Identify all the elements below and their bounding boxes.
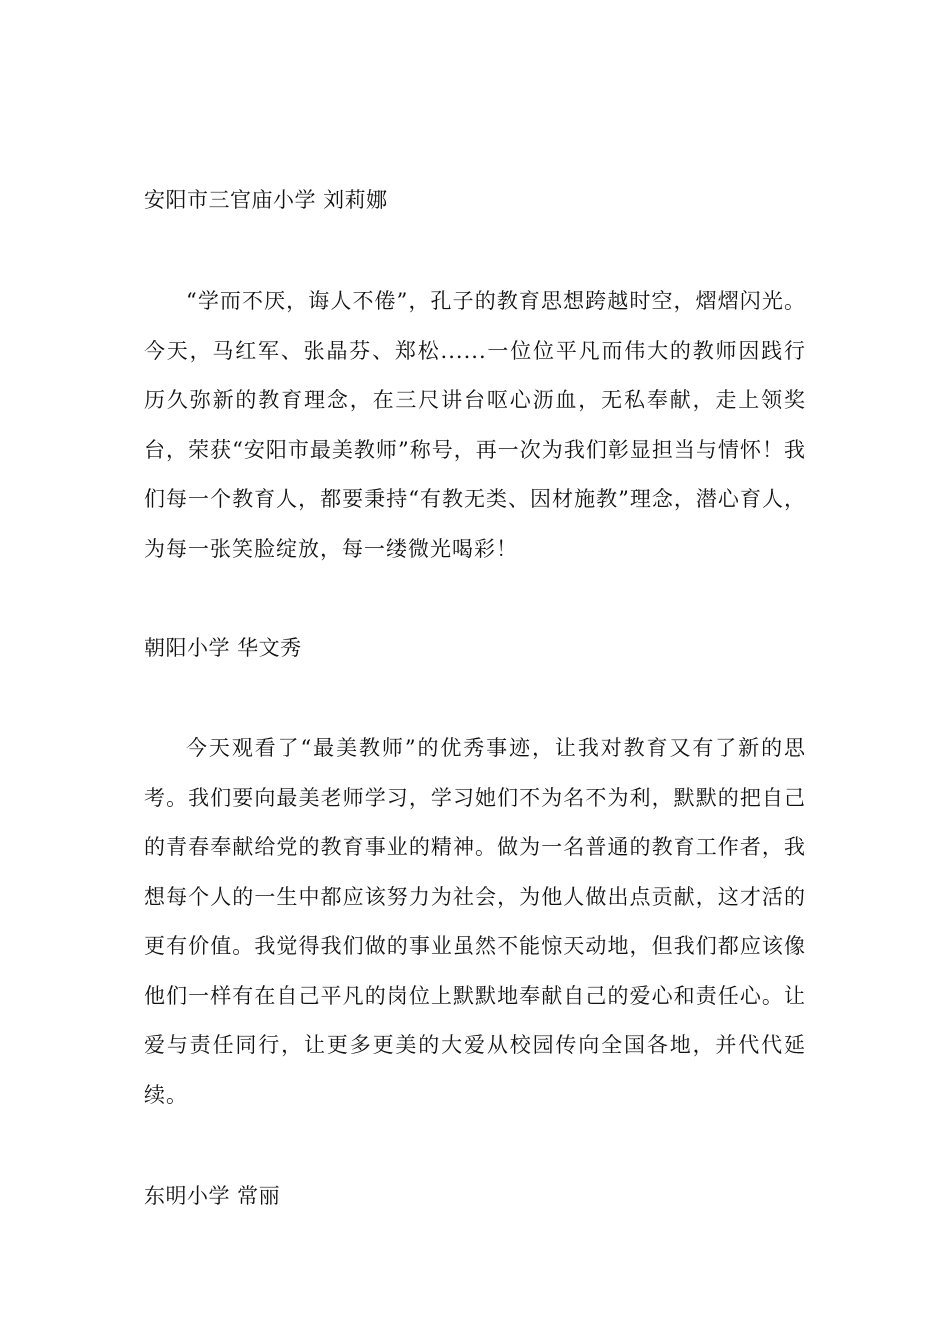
author-line: 东明小学 常丽 bbox=[144, 1184, 281, 1208]
author-line: 安阳市三官庙小学 刘莉娜 bbox=[144, 188, 388, 212]
body-paragraph: 今天观看了“最美教师”的优秀事迹，让我对教育又有了新的思考。我们要向最美老师学习，学习她们不为名不为利，默默的把自己的青春奉献给党的教育事业的精神。做为一名普通的教育工作者，我想每个人的一生中都应该努力为社会，为他人做出点贡献，这才活的更有价值。我觉得我们做的事业虽然不能惊天动地，但我们都应该像他们一样有在自己平凡的岗位上默默地奉献自己的爱心和责任心。让爱与责任同行，让更多更美的大爱从校园传向全国各地，并代代延续。 bbox=[144, 736, 806, 1107]
author-line: 朝阳小学 华文秀 bbox=[144, 636, 302, 660]
body-paragraph: “学而不厌，诲人不倦”，孔子的教育思想跨越时空，熠熠闪光。今天，马红军、张晶芬、郑松......一位位平凡而伟大的教师因践行历久弥新的教育理念，在三尺讲台呕心沥血，无私奉献，走上领奖台，荣获“安阳市最美教师”称号，再一次为我们彰显担当与情怀！我们每一个教育人，都要秉持“有教无类、因材施教”理念，潜心育人，为每一张笑脸绽放，每一缕微光喝彩！ bbox=[144, 289, 806, 561]
